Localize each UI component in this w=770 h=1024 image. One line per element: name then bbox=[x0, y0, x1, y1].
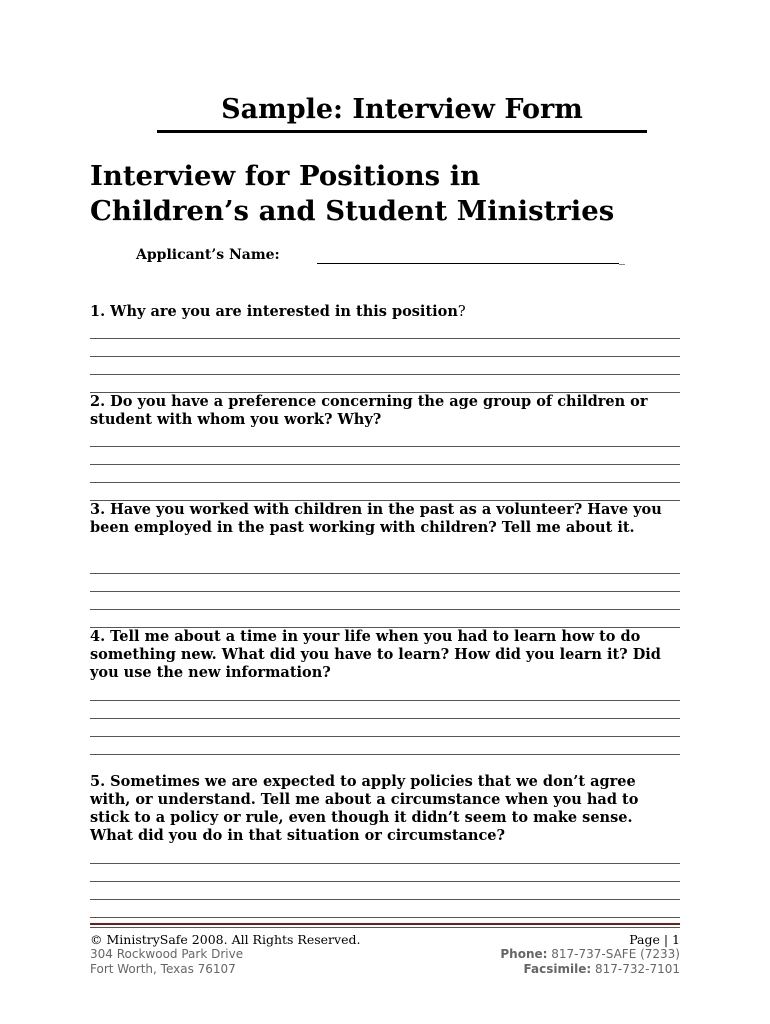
form-heading bbox=[90, 159, 690, 229]
answer-line[interactable] bbox=[90, 881, 680, 882]
answer-line[interactable] bbox=[90, 754, 680, 755]
footer-right bbox=[500, 932, 680, 977]
answer-line[interactable] bbox=[90, 374, 680, 375]
answer-line[interactable] bbox=[90, 700, 680, 701]
phone-line bbox=[500, 947, 680, 962]
fax-line bbox=[500, 962, 680, 977]
question-2: 2. Do you have a preference concerning the age group of children or student with whom you work? Why? bbox=[90, 393, 648, 428]
question-1 bbox=[90, 303, 680, 321]
phone-number: 817-737-SAFE (7233) bbox=[547, 947, 680, 961]
answer-line[interactable] bbox=[90, 591, 680, 592]
answer-line[interactable] bbox=[90, 338, 680, 339]
answer-line[interactable] bbox=[90, 446, 680, 447]
heading-line-2: Children’s and Student Ministries bbox=[90, 195, 615, 227]
address-line-2: Fort Worth, Texas 76107 bbox=[90, 962, 236, 976]
phone-label: Phone: bbox=[500, 947, 548, 961]
copyright-text: © MinistrySafe 2008. All Rights Reserved. bbox=[90, 932, 361, 947]
question-1-text: 1. Why are you are interested in this position bbox=[90, 303, 458, 320]
heading-line-1: Interview for Positions in bbox=[90, 160, 481, 192]
applicant-name-field[interactable] bbox=[317, 263, 619, 264]
answer-line[interactable] bbox=[90, 899, 680, 900]
answer-line[interactable] bbox=[90, 863, 680, 864]
footer-divider bbox=[90, 923, 680, 928]
applicant-name-tail: _ bbox=[619, 251, 625, 265]
footer-left bbox=[90, 932, 360, 977]
question-4: 4. Tell me about a time in your life when you had to learn how to do something new. What did you have to learn? How did you learn it? Did you use the new information? bbox=[90, 628, 661, 681]
question-1-mark: ? bbox=[457, 304, 466, 320]
answer-line[interactable] bbox=[90, 609, 680, 610]
answer-line[interactable] bbox=[90, 917, 680, 918]
address-line-1: 304 Rockwood Park Drive bbox=[90, 947, 244, 961]
question-5: 5. Sometimes we are expected to apply policies that we don’t agree with, or understand. Tell me about a circumstance when you had to stick to a policy or rule, even though it didn’t seem to make sense. What did you do in that situation or circumstance? bbox=[90, 773, 639, 844]
page-number: Page | 1 bbox=[629, 932, 680, 947]
page-title: Sample: Interview Form bbox=[157, 92, 647, 133]
answer-line[interactable] bbox=[90, 356, 680, 357]
answer-line[interactable] bbox=[90, 736, 680, 737]
applicant-name-label: Applicant’s Name: bbox=[136, 247, 280, 263]
answer-line[interactable] bbox=[90, 718, 680, 719]
fax-number: 817-732-7101 bbox=[591, 962, 680, 976]
answer-line[interactable] bbox=[90, 482, 680, 483]
fax-label: Facsimile: bbox=[523, 962, 592, 976]
answer-line[interactable] bbox=[90, 573, 680, 574]
answer-line[interactable] bbox=[90, 464, 680, 465]
question-3: 3. Have you worked with children in the past as a volunteer? Have you been employed in the past working with children? Tell me about it. bbox=[90, 501, 662, 536]
